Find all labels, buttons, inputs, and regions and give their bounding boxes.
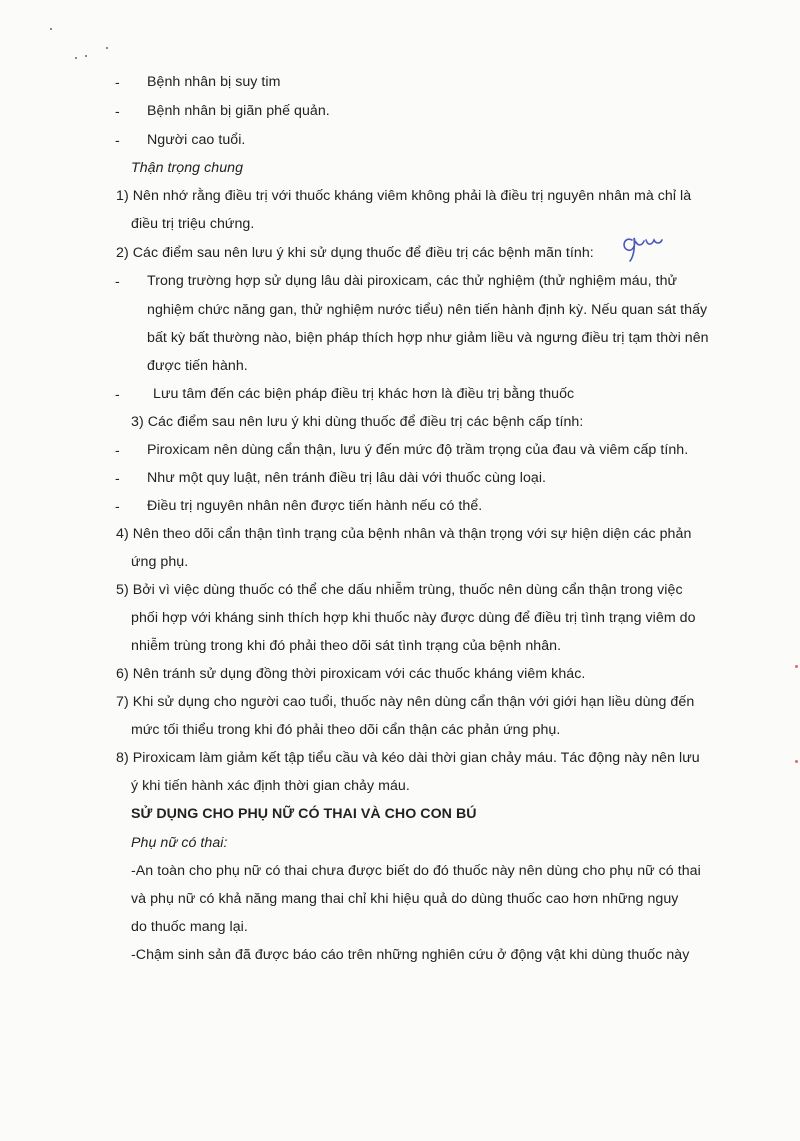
scan-speck — [85, 55, 87, 57]
bullet-dash: - — [115, 103, 120, 119]
bullet-heart-failure: Bệnh nhân bị suy tim — [147, 74, 281, 90]
bullet-dash: - — [115, 74, 120, 90]
item-2-bullet-1-line-1: Trong trường hợp sử dụng lâu dài piroxicam, các thử nghiệm (thử nghiệm máu, thử — [147, 273, 678, 289]
item-7-line-1: 7) Khi sử dụng cho người cao tuổi, thuốc này nên dùng cẩn thận với giới hạn liều dùng đến — [116, 694, 695, 710]
item-4-line-1: 4) Nên theo dõi cẩn thận tình trạng của bệnh nhân và thận trọng với sự hiện diện các phản — [116, 526, 692, 542]
item-2-bullet-1-line-4: được tiến hành. — [147, 358, 248, 374]
bullet-dash: - — [115, 498, 120, 514]
bullet-dash: - — [115, 273, 120, 289]
item-2-bullet-1-line-3: bất kỳ bất thường nào, biện pháp thích hợp như giảm liều và ngưng điều trị tạm thời nên — [147, 330, 709, 346]
item-3-bullet-1: Piroxicam nên dùng cẩn thận, lưu ý đến mức độ trầm trọng của đau và viêm cấp tính. — [147, 442, 689, 458]
pregnancy-para-1-line-3: do thuốc mang lại. — [131, 919, 248, 935]
item-1-line-1: 1) Nên nhớ rằng điều trị với thuốc kháng viêm không phải là điều trị nguyên nhân mà chỉ là — [116, 188, 692, 204]
item-7-line-2: mức tối thiểu trong khi đó phải theo dõi cẩn thận các phản ứng phụ. — [131, 722, 561, 738]
scan-speck — [75, 57, 77, 59]
item-6: 6) Nên tránh sử dụng đồng thời piroxicam với các thuốc kháng viêm khác. — [116, 666, 586, 682]
item-2-bullet-2: Lưu tâm đến các biện pháp điều trị khác hơn là điều trị bằng thuốc — [153, 386, 575, 402]
scan-speck — [50, 28, 52, 30]
scan-speck-red — [795, 665, 798, 668]
item-8-line-2: ý khi tiến hành xác định thời gian chảy máu. — [131, 778, 410, 794]
pregnancy-para-1-line-2: và phụ nữ có khả năng mang thai chỉ khi hiệu quả do dùng thuốc cao hơn những nguy — [131, 891, 679, 907]
item-3-bullet-2: Như một quy luật, nên tránh điều trị lâu dài với thuốc cùng loại. — [147, 470, 547, 486]
section-general-precautions: Thận trọng chung — [131, 160, 244, 176]
item-5-line-1: 5) Bởi vì việc dùng thuốc có thể che dấu nhiễm trùng, thuốc nên dùng cẩn thận trong việc — [116, 582, 683, 598]
bullet-dash: - — [115, 132, 120, 148]
scan-speck — [106, 47, 108, 49]
bullet-bronchiectasis: Bệnh nhân bị giãn phế quản. — [147, 103, 330, 119]
item-2-bullet-1-line-2: nghiệm chức năng gan, thử nghiệm nước tiểu) nên tiến hành định kỳ. Nếu quan sát thấy — [147, 302, 708, 318]
heading-pregnancy-lactation: SỬ DỤNG CHO PHỤ NỮ CÓ THAI VÀ CHO CON BÚ — [131, 806, 477, 822]
handwritten-initial-signature — [618, 228, 664, 264]
bullet-dash: - — [115, 470, 120, 486]
item-5-line-2: phối hợp với kháng sinh thích hợp khi thuốc này được dùng để điều trị tình trạng viêm do — [131, 610, 696, 626]
pregnancy-para-1-line-1: -An toàn cho phụ nữ có thai chưa được biết do đó thuốc này nên dùng cho phụ nữ có thai — [131, 863, 701, 879]
bullet-dash: - — [115, 386, 120, 402]
pregnancy-para-2-line-1: -Chậm sinh sản đã được báo cáo trên những nghiên cứu ở động vật khi dùng thuốc này — [131, 947, 690, 963]
item-8-line-1: 8) Piroxicam làm giảm kết tập tiểu cầu và kéo dài thời gian chảy máu. Tác động này nên lưu — [116, 750, 700, 766]
item-3-bullet-3: Điều trị nguyên nhân nên được tiến hành nếu có thể. — [147, 498, 483, 514]
item-2: 2) Các điểm sau nên lưu ý khi sử dụng thuốc để điều trị các bệnh mãn tính: — [116, 245, 594, 261]
scan-speck-red — [795, 760, 798, 763]
subheading-pregnant-women: Phụ nữ có thai: — [131, 835, 228, 851]
item-5-line-3: nhiễm trùng trong khi đó phải theo dõi sát tình trạng của bệnh nhân. — [131, 638, 562, 654]
item-3: 3) Các điểm sau nên lưu ý khi dùng thuốc để điều trị các bệnh cấp tính: — [131, 414, 584, 430]
item-4-line-2: ứng phụ. — [131, 554, 189, 570]
item-1-line-2: điều trị triệu chứng. — [131, 216, 255, 232]
bullet-dash: - — [115, 442, 120, 458]
bullet-elderly: Người cao tuổi. — [147, 132, 246, 148]
